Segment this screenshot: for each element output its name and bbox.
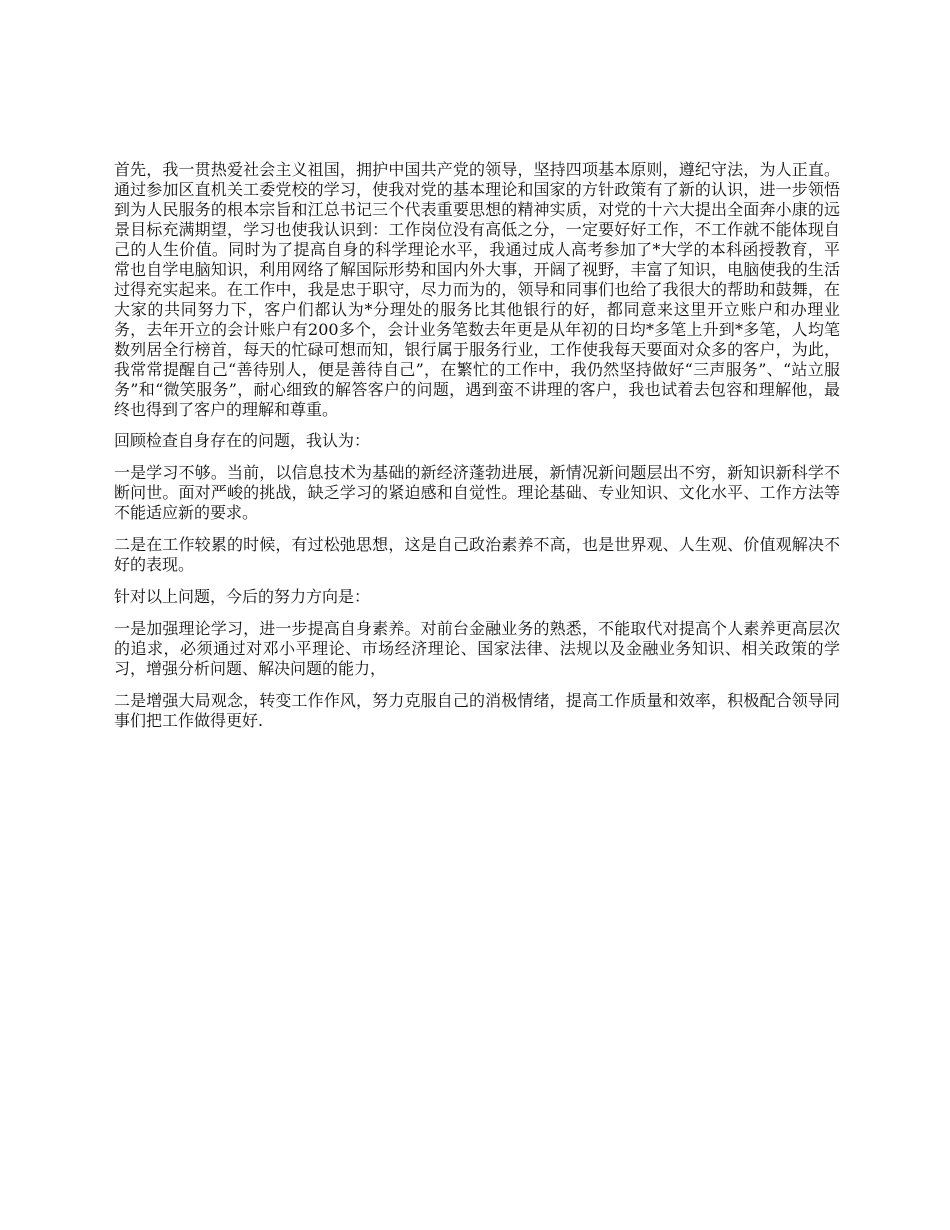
paragraph-direction-intro: 针对以上问题，今后的努力方向是： — [114, 587, 371, 606]
paragraph-problems-intro: 回顾检查自身存在的问题，我认为： — [114, 431, 371, 450]
paragraph-problem-one: 一是学习不够。当前，以信息技术为基础的新经济蓬勃进展，新情况新问题层出不穷，新知识新科学不断问世。面对严峻的挑战，缺乏学习的紧迫感和自觉性。理论基础、专业知识、文化水平、工作方法等不能适应新的要求。 — [114, 463, 840, 522]
paragraph-direction-two: 二是增强大局观念，转变工作作风，努力克服自己的消极情绪，提高工作质量和效率，积极配合领导同事们把工作做得更好. — [114, 691, 840, 730]
paragraph-problem-two: 二是在工作较累的时候，有过松弛思想，这是自己政治素养不高，也是世界观、人生观、价值观解决不好的表现。 — [114, 535, 840, 574]
paragraph-self-assessment: 首先，我一贯热爱社会主义祖国，拥护中国共产党的领导，坚持四项基本原则，遵纪守法，为人正直。通过参加区直机关工委党校的学习，使我对党的基本理论和国家的方针政策有了新的认识，进一步领悟到为人民服务的根本宗旨和江总书记三个代表重要思想的精神实质，对党的十六大提出全面奔小康的远景目标充满期望，学习也使我认识到：工作岗位没有高低之分，一定要好好工作，不工作就不能体现自己的人生价值。同时为了提高自身的科学理论水平，我通过成人高考参加了*大学的本科函授教育，平常也自学电脑知识，利用网络了解国际形势和国内外大事，开阔了视野，丰富了知识，电脑使我的生活过得充实起来。在工作中，我是忠于职守，尽力而为的，领导和同事们也给了我很大的帮助和鼓舞，在大家的共同努力下，客户们都认为*分理处的服务比其他银行的好，都同意来这里开立账户和办理业务，去年开立的会计账户有200多个，会计业务笔数去年更是从年初的日均*多笔上升到*多笔，人均笔数列居全行榜首，每天的忙碌可想而知，银行属于服务行业，工作使我每天要面对众多的客户，为此，我常常提醒自己“善待别人，便是善待自己”，在繁忙的工作中，我仍然坚持做好“三声服务”、“站立服务”和“微笑服务”，耐心细致的解答客户的问题，遇到蛮不讲理的客户，我也试着去包容和理解他，最终也得到了客户的理解和尊重。 — [114, 160, 840, 419]
paragraph-direction-one: 一是加强理论学习，进一步提高自身素养。对前台金融业务的熟悉，不能取代对提高个人素养更高层次的追求，必须通过对邓小平理论、市场经济理论、国家法律、法规以及金融业务知识、相关政策的学习，增强分析问题、解决问题的能力， — [114, 619, 840, 678]
document-body — [114, 160, 840, 743]
